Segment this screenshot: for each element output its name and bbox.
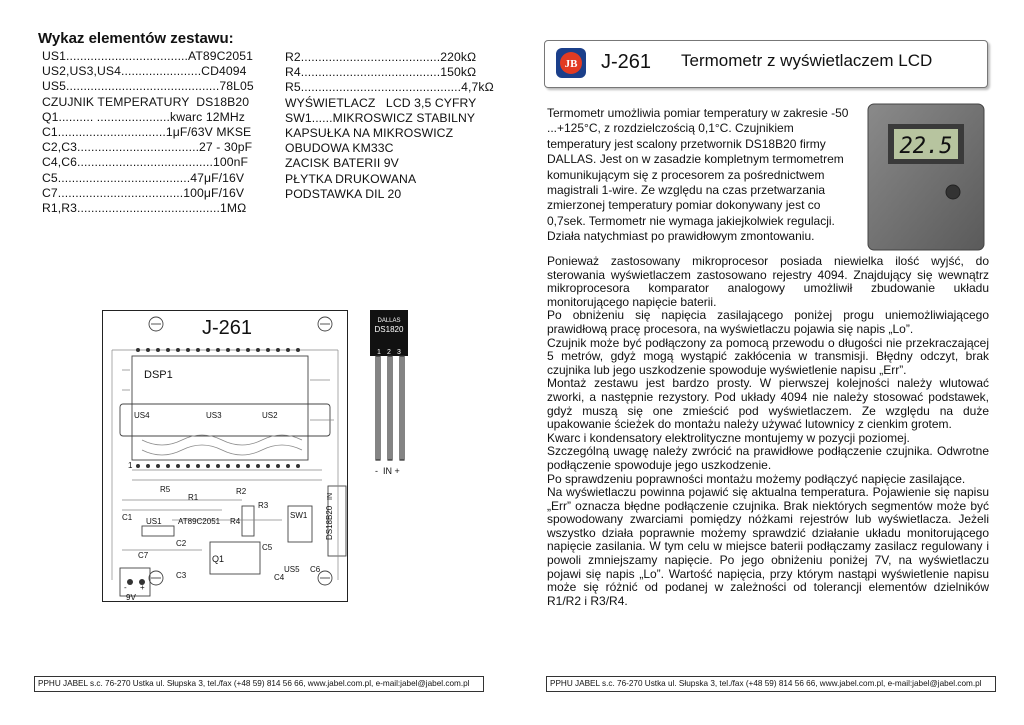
svg-text:R3: R3 xyxy=(258,501,269,510)
svg-text:-: - xyxy=(124,583,127,592)
svg-text:SW1: SW1 xyxy=(290,511,308,520)
parts-list-item: PODSTAWKA DIL 20 xyxy=(285,186,402,201)
parts-list-item: Q1.......... .....................kwarc 12MHz xyxy=(42,109,245,124)
parts-list-item: R5..............................................4,7kΩ xyxy=(285,80,494,95)
svg-text:DS18B20: DS18B20 xyxy=(325,505,334,540)
svg-text:C3: C3 xyxy=(176,571,187,580)
svg-text:1: 1 xyxy=(128,461,133,470)
svg-text:C2: C2 xyxy=(176,539,187,548)
parts-list-item: C1...............................1μF/63V MKSE xyxy=(42,124,252,139)
svg-text:1: 1 xyxy=(377,349,381,356)
footer-left: PPHU JABEL s.c. 76-270 Ustka ul. Słupska 3, tel./fax (+48 59) 814 56 66, www.jabel.com.pl, e-mail:jabel@jabel.com.pl xyxy=(34,676,484,692)
product-header xyxy=(544,40,988,88)
body-paragraph: Po obniżeniu się napięcia zasilającego poniżej progu uniemożliwiającego prawidłową pracę procesora, na wyświetlaczu pojawia się napis „Lo”. xyxy=(547,308,989,336)
parts-list-item: ZACISK BATERII 9V xyxy=(285,156,399,171)
svg-text:R2: R2 xyxy=(236,487,247,496)
svg-text:R1: R1 xyxy=(188,493,199,502)
lcd-value: 22.5 xyxy=(899,134,953,159)
parts-list-item: CZUJNIK TEMPERATURY DS18B20 xyxy=(42,94,250,109)
body-paragraph: Po sprawdzeniu poprawności montażu możemy podłączyć napięcie zasilające. xyxy=(547,471,966,486)
jabel-logo xyxy=(555,47,587,79)
svg-text:2: 2 xyxy=(387,349,391,356)
svg-text:US4: US4 xyxy=(134,411,150,420)
body-paragraph: Szczególną uwagę należy zwrócić na prawidłowe podłączenie czujnika. Odwrotne podłączenie spowoduje jego uszkodzenie. xyxy=(547,444,989,472)
svg-text:R5: R5 xyxy=(160,485,171,494)
svg-text:C6: C6 xyxy=(310,565,321,574)
parts-list-item: US2,US3,US4.......................CD4094 xyxy=(42,64,247,79)
parts-list-col1 xyxy=(42,49,254,216)
parts-list-item: C2,C3...................................27 - 30pF xyxy=(42,140,253,155)
svg-text:9V: 9V xyxy=(126,593,136,602)
parts-list-item: OBUDOWA KM33C xyxy=(285,141,394,156)
svg-text:US3: US3 xyxy=(206,411,222,420)
parts-list-item: C5......................................47μF/16V xyxy=(42,170,245,185)
svg-text:US1: US1 xyxy=(146,517,162,526)
svg-text:AT89C2051: AT89C2051 xyxy=(178,517,221,526)
body-paragraph: Na wyświetlaczu powinna pojawić się aktualna temperatura. Pojawienie się napisu „Err” oznacza błędne podłączenie czujnika. Brak niektórych segmentów może być spowodowany zwarciami pomiędzy nóżkami rejestrów lub wyświetlacza. Jeżeli wszystko działa poprawnie możemy sprawdzić działanie układu monitorującego napięcie zasilania. W tym celu w miejsce baterii podłączamy zasilacz regulowany i powoli zmniejszamy napięcie. Po jego obniżeniu poniżej 7V, na wyświetlaczu pojawi się napis „Lo”. Wartość napięcia, przy którym nastąpi wyświetlenie napisu może się różnić od podanej w zależności od tolerancji elementów dzielników R1/R2 i R3/R4. xyxy=(547,485,989,608)
pcb-title: J-261 xyxy=(202,317,253,339)
product-title: Termometr z wyświetlaczem LCD xyxy=(681,51,933,70)
svg-text:3: 3 xyxy=(397,349,401,356)
pcb-layout xyxy=(102,310,348,602)
body-paragraph: Kwarc i kondensatory elektrolityczne montujemy w pozycji poziomej. xyxy=(547,430,910,445)
svg-text:R4: R4 xyxy=(230,517,241,526)
parts-list-item: R1,R3.........................................1MΩ xyxy=(42,200,247,215)
svg-text:US5: US5 xyxy=(284,565,300,574)
footer-right: PPHU JABEL s.c. 76-270 Ustka ul. Słupska 3, tel./fax (+48 59) 814 56 66, www.jabel.com.pl, e-mail:jabel@jabel.com.pl xyxy=(546,676,996,692)
parts-list-item: SW1......MIKROSWICZ STABILNY xyxy=(285,110,476,125)
parts-list-item: PŁYTKA DRUKOWANA xyxy=(285,171,417,186)
ds1820-sensor xyxy=(362,310,416,480)
svg-text:C1: C1 xyxy=(122,513,133,522)
parts-list-item: R2........................................220kΩ xyxy=(285,50,477,64)
intro-text: Termometr umożliwia pomiar temperatury w zakresie -50 ...+125°C, z rozdzielczością 0,1°C. Czujnikiem temperatury jest scalony przetwornik DS18B20 firmy DALLAS. Jest on w zasadzie kompletnym termometrem komunikującym się z procesorem za pośrednictwem magistrali 1-wire. Ze względu na czas przetwarzania zmierzonej temperatury pomiar dokonywany jest co 0,7sek. Termometr nie wymaga jakiejkolwiek regulacji. Działa natychmiast po prawidłowym zmontowaniu. xyxy=(547,106,849,244)
svg-text:IN: IN xyxy=(327,493,334,500)
svg-text:JB: JB xyxy=(564,58,578,70)
svg-text:DS1820: DS1820 xyxy=(374,325,404,334)
svg-text:DSP1: DSP1 xyxy=(144,369,173,381)
parts-list-item: US1...................................AT89C2051 xyxy=(42,49,254,63)
svg-text:C4: C4 xyxy=(274,573,285,582)
parts-list-item: WYŚWIETLACZ LCD 3,5 CYFRY xyxy=(285,95,477,110)
body-text xyxy=(547,255,989,608)
svg-text:DALLAS: DALLAS xyxy=(377,318,401,324)
product-code: J-261 xyxy=(601,51,652,73)
body-paragraph: Czujnik może być podłączony za pomocą przewodu o długości nie przekraczającej 5 metrów, gdyż mogą wystąpić zakłócenia w transmisji. Błędny odczyt, brak czujnika lub jego uszkodzenie spowoduje wyświetlenie napisu „Err”. xyxy=(547,335,989,377)
body-paragraph: Montaż zestawu jest bardzo prosty. W pierwszej kolejności należy wlutować zworki, a następnie rezystory. Pod układy 4094 nie należy stosować podstawek, gdyż muszą się one zmieścić pod wyświetlaczem. Ze względu na duże upakowanie ścieżek do montażu należy używać lutownicy z cienkim grotem. xyxy=(547,376,989,432)
sensor-pin-legend: - IN + xyxy=(375,466,400,476)
svg-text:C7: C7 xyxy=(138,551,149,560)
parts-list-item: KAPSUŁKA NA MIKROSWICZ xyxy=(285,125,454,140)
body-paragraph: Ponieważ zastosowany mikroprocesor posiada niewielka ilość wyjść, do sterowania wyświetlaczem zastosowano rejestry 4094. Znajdujący się wewnątrz mikroprocesora komparator analogowy umożliwił zbudowanie układu monitorującego napięcie baterii. xyxy=(547,254,989,309)
svg-text:Q1: Q1 xyxy=(212,554,225,564)
parts-heading: Wykaz elementów zestawu: xyxy=(38,30,234,47)
parts-list-item: US5............................................78L05 xyxy=(42,79,254,94)
parts-list-item: R4........................................150kΩ xyxy=(285,65,477,80)
parts-list-col2 xyxy=(285,50,494,202)
svg-text:C5: C5 xyxy=(262,543,273,552)
parts-list-item: C4,C6.......................................100nF xyxy=(42,155,249,170)
thermometer-photo xyxy=(866,102,986,252)
parts-list-item: C7....................................100μF/16V xyxy=(42,185,245,200)
svg-text:+: + xyxy=(140,583,145,592)
svg-text:US2: US2 xyxy=(262,411,278,420)
